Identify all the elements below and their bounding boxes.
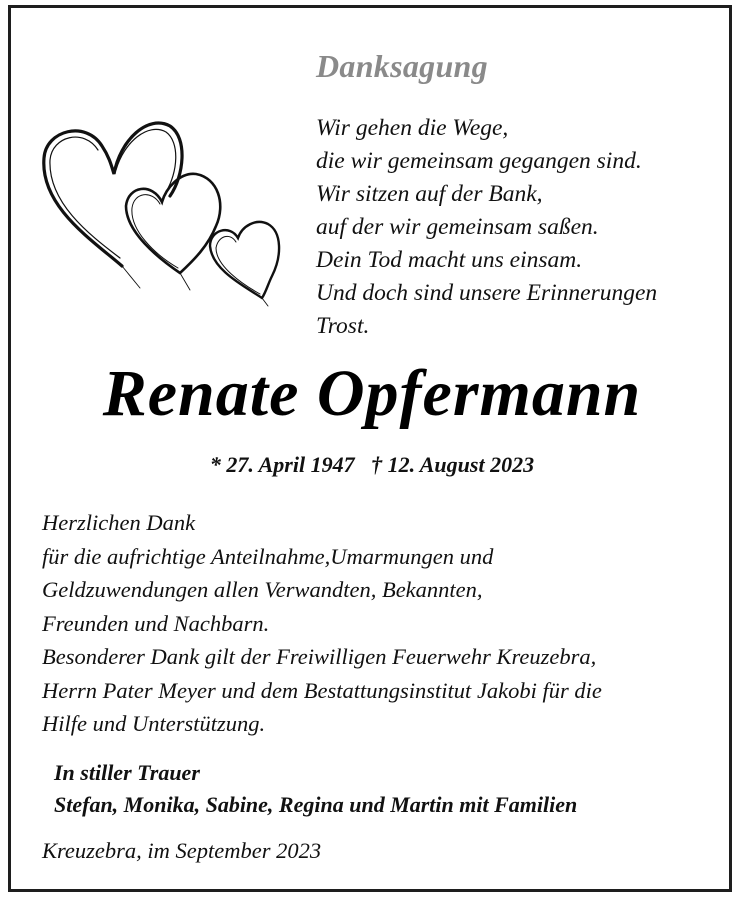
heading: Danksagung (316, 48, 488, 84)
poem-line: auf der wir gemeinsam saßen. (316, 214, 599, 240)
thanks-line: Herrn Pater Meyer und dem Bestattungsinstitut Jakobi für die (42, 677, 602, 703)
thanks-line: Besonderer Dank gilt der Freiwilligen Feuerwehr Kreuzebra, (42, 644, 597, 669)
poem (316, 112, 657, 343)
life-dates: * 27. April 1947 † 12. August 2023 (209, 452, 535, 477)
poem-line: Trost. (316, 313, 370, 339)
poem-line: Und doch sind unsere Erinnerungen (316, 280, 658, 306)
mourning-label: In stiller Trauer (54, 760, 200, 785)
thanks-line: Geldzuwendungen allen Verwandten, Bekannten, (42, 577, 483, 602)
place-date: Kreuzebra, im September 2023 (42, 838, 322, 863)
thanks-line: Herzlichen Dank (42, 510, 196, 535)
poem-line: Wir sitzen auf der Bank, (316, 181, 543, 207)
three-hearts-icon (30, 108, 290, 308)
mourners-block (54, 757, 577, 821)
poem-line: Wir gehen die Wege, (316, 115, 509, 141)
thanks-line: Freunden und Nachbarn. (42, 610, 270, 636)
thanks-line: Hilfe und Unterstützung. (42, 711, 266, 736)
mourners-names: Stefan, Monika, Sabine, Regina und Martin mit Familien (54, 792, 578, 817)
thanks-line: für die aufrichtige Anteilnahme,Umarmungen und (42, 543, 494, 569)
poem-line: die wir gemeinsam gegangen sind. (316, 148, 642, 174)
thanks-text (42, 506, 602, 741)
deceased-name: Renate Opfermann (102, 357, 642, 430)
poem-line: Dein Tod macht uns einsam. (316, 247, 583, 273)
